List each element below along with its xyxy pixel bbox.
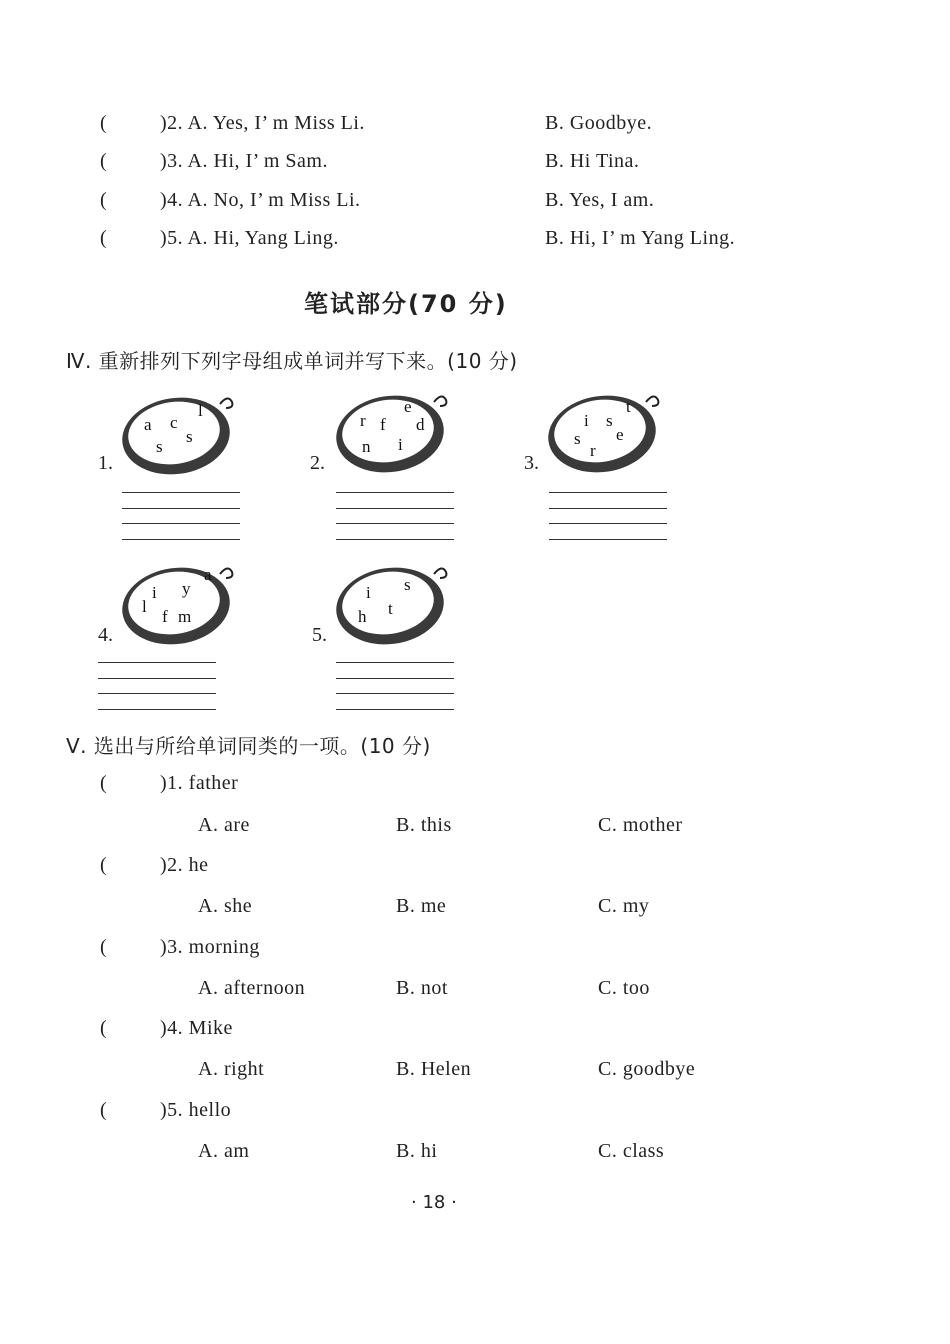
watermelon-icon [332,560,460,650]
option-a: A. are [198,814,250,836]
question-option-a: )2. A. Yes, I’ m Miss Li. [160,112,365,134]
answer-paren[interactable]: ( [100,112,107,134]
option-a: A. she [198,895,253,917]
item-number: 5. [312,624,327,646]
letter: s [404,575,411,594]
option-c: C. mother [598,814,683,836]
question-option-b: B. Hi Tina. [545,150,640,172]
option-b: B. hi [396,1140,438,1162]
letter: c [170,413,178,432]
watermelon-icon [544,388,672,478]
answer-paren[interactable]: ( [100,1099,107,1121]
item-number: 3. [524,452,539,474]
section-5-title: Ⅴ. 选出与所给单词同类的一项。(10 分) [66,734,431,758]
answer-paren[interactable]: ( [100,936,107,958]
item-number: 2. [310,452,325,474]
letter: i [398,435,403,454]
answer-paren[interactable]: ( [100,854,107,876]
option-a: A. right [198,1058,265,1080]
question-stem: )4. Mike [160,1017,233,1039]
answer-paren[interactable]: ( [100,150,107,172]
letter: h [358,607,367,626]
question-stem: )3. morning [160,936,260,958]
option-a: A. am [198,1140,250,1162]
letter: l [198,401,203,420]
option-b: B. Helen [396,1058,472,1080]
answer-lines[interactable] [549,492,667,542]
question-stem: )2. he [160,854,209,876]
letter: m [178,607,192,626]
item-number: 4. [98,624,113,646]
letter: t [626,397,631,416]
letter: e [616,425,624,444]
question-option-b: B. Yes, I am. [545,189,655,211]
question-option-a: )4. A. No, I’ m Miss Li. [160,189,361,211]
answer-paren[interactable]: ( [100,189,107,211]
letter: a [204,565,212,584]
option-b: B. me [396,895,447,917]
answer-lines[interactable] [336,492,454,542]
letter: i [584,411,589,430]
option-c: C. my [598,895,650,917]
question-stem: )1. father [160,772,239,794]
question-option-b: B. Goodbye. [545,112,653,134]
letter: i [152,583,157,602]
answer-lines[interactable] [98,662,216,712]
answer-paren[interactable]: ( [100,1017,107,1039]
answer-paren[interactable]: ( [100,772,107,794]
watermelon-icon [118,390,246,478]
letter: r [360,411,366,430]
written-part-title: 笔试部分(70 分) [304,290,508,318]
letter: l [142,597,147,616]
letter: n [362,437,371,456]
letter: r [590,441,596,460]
watermelon-icon [332,388,460,478]
letter: e [404,397,412,416]
letter: y [182,579,191,598]
letter: s [156,437,163,456]
option-b: B. this [396,814,452,836]
section-4-title: Ⅳ. 重新排列下列字母组成单词并写下来。(10 分) [66,349,518,373]
option-c: C. too [598,977,650,999]
question-option-a: )3. A. Hi, I’ m Sam. [160,150,328,172]
question-option-b: B. Hi, I’ m Yang Ling. [545,227,736,249]
letter: d [416,415,425,434]
question-stem: )5. hello [160,1099,232,1121]
letter: s [574,429,581,448]
item-number: 1. [98,452,113,474]
letter: s [186,427,193,446]
option-c: C. goodbye [598,1058,696,1080]
letter: f [162,607,168,626]
letter: s [606,411,613,430]
page-number: · 18 · [411,1192,457,1213]
answer-paren[interactable]: ( [100,227,107,249]
letter: t [388,599,393,618]
watermelon-icon [118,560,246,650]
option-c: C. class [598,1140,665,1162]
answer-lines[interactable] [122,492,240,542]
letter: f [380,415,386,434]
question-option-a: )5. A. Hi, Yang Ling. [160,227,339,249]
option-b: B. not [396,977,448,999]
answer-lines[interactable] [336,662,454,712]
letter: i [366,583,371,602]
option-a: A. afternoon [198,977,306,999]
letter: a [144,415,152,434]
